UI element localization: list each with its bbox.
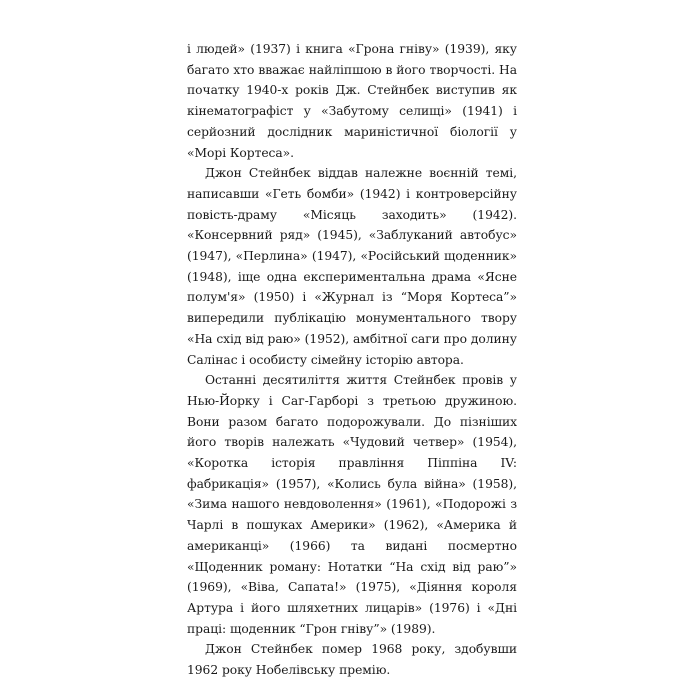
page-body-text xyxy=(187,39,517,681)
paragraph-death-nobel: Джон Стейнбек помер 1968 року, здобувши 1962 року Нобелівську премію. xyxy=(187,642,517,678)
paragraph-war-theme: Джон Стейнбек віддав належне воєнній темі, написавши «Геть бомби» (1942) і контроверсійну повість-драму «Місяць заходить» (1942). «Консервний ряд» (1945), «Заблуканий автобус» (1947), «Перлина» (1947), «Російський щоденник» (1948), іще одна експериментальна драма «Ясне полум'я» (1950) і «Журнал із “Моря Кортеса”» випередили публікацію монументального твору «На схід від раю» (1952), амбітної саги про долину Салінас і особисту сімейну історію автора. xyxy=(187,166,517,367)
paragraph-continuation: і людей» (1937) і книга «Грона гніву» (1939), яку багато хто вважає найліпшою в його творчості. На початку 1940-х років Дж. Стейнбек виступив як кінематографіст у «Забутому селищі» (1941) і серйозний дослідник мариністичної біології у «Морі Кортеса». xyxy=(187,42,517,160)
paragraph-later-years: Останні десятиліття життя Стейнбек провів у Нью-Йорку і Саг-Гарборі з третьою дружиною. Вони разом багато подорожували. До пізніших його творів належать «Чудовий четвер» (1954), «Коротка історія правління Піппіна IV: фабрикація» (1957), «Колись була війна» (1958), «Зима нашого невдоволення» (1961), «Подорожі з Чарлі в пошуках Америки» (1962), «Америка й американці» (1966) та видані посмертно «Щоденник роману: Нотатки “На схід від раю”» (1969), «Віва, Сапата!» (1975), «Діяння короля Артура і його шляхетних лицарів» (1976) і «Дні праці: щоденник “Грон гніву”» (1989). xyxy=(187,373,517,636)
